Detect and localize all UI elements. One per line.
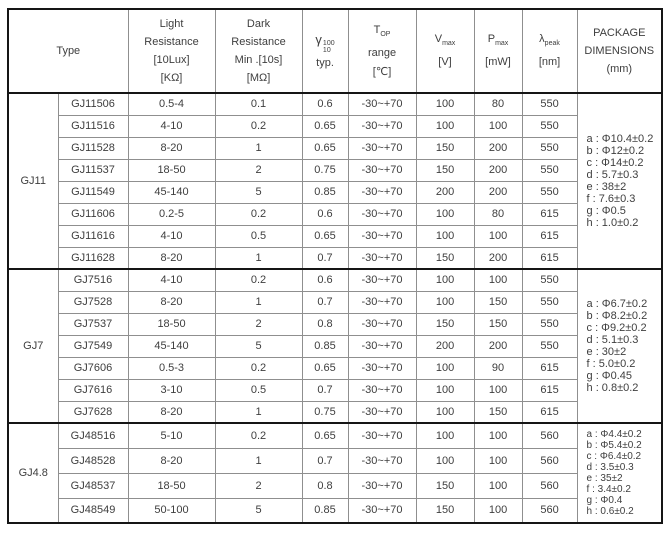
- cell-lambda: 615: [522, 225, 577, 247]
- cell-pmax: 150: [474, 291, 522, 313]
- cell-pmax: 200: [474, 247, 522, 269]
- cell-temp-range: -30~+70: [348, 181, 416, 203]
- table-row: [8, 357, 662, 379]
- package-dim-line: a : Φ6.7±0.2: [586, 298, 648, 310]
- cell-light-resistance: 8-20: [128, 247, 215, 269]
- package-dim-line: f : 5.0±0.2: [586, 358, 636, 370]
- cell-lambda: 550: [522, 137, 577, 159]
- table-row: [8, 313, 662, 335]
- cell-gamma: 0.75: [302, 159, 348, 181]
- cell-gamma: 0.85: [302, 498, 348, 523]
- cell-light-resistance: 50-100: [128, 498, 215, 523]
- cell-gamma: 0.75: [302, 401, 348, 423]
- cell-light-resistance: 0.5-4: [128, 93, 215, 115]
- table-row: [8, 379, 662, 401]
- cell-vmax: 100: [416, 269, 474, 291]
- header-vmax: $V_{max}$ [V]: [416, 9, 474, 93]
- cell-pmax: 200: [474, 137, 522, 159]
- cell-model: GJ48549: [58, 498, 128, 523]
- cell-dark-resistance: 2: [215, 473, 302, 498]
- cell-temp-range: -30~+70: [348, 93, 416, 115]
- type-group-cell-gj48: GJ4.8: [8, 423, 58, 523]
- package-dimensions-cell-gj11: [577, 93, 662, 269]
- cell-vmax: 100: [416, 357, 474, 379]
- cell-dark-resistance: 0.2: [215, 203, 302, 225]
- cell-vmax: 150: [416, 159, 474, 181]
- spec-table: [7, 8, 663, 524]
- cell-lambda: 560: [522, 448, 577, 473]
- package-dim-line: b : Φ8.2±0.2: [586, 310, 648, 322]
- cell-lambda: 615: [522, 401, 577, 423]
- package-dim-line: c : Φ9.2±0.2: [586, 322, 647, 334]
- cell-pmax: 100: [474, 379, 522, 401]
- cell-vmax: 100: [416, 401, 474, 423]
- cell-temp-range: -30~+70: [348, 448, 416, 473]
- cell-temp-range: -30~+70: [348, 137, 416, 159]
- package-dim-line: d : 5.1±0.3: [586, 334, 639, 346]
- package-dim-line: h : 0.6±0.2: [586, 506, 634, 517]
- package-dim-line: f : 7.6±0.3: [586, 193, 636, 205]
- cell-lambda: 550: [522, 159, 577, 181]
- package-dim-line: b : Φ12±0.2: [586, 145, 645, 157]
- cell-light-resistance: 18-50: [128, 313, 215, 335]
- cell-pmax: 100: [474, 225, 522, 247]
- cell-model: GJ7606: [58, 357, 128, 379]
- package-dim-line: h : 0.8±0.2: [586, 382, 639, 394]
- cell-vmax: 150: [416, 498, 474, 523]
- table-header: [8, 9, 662, 93]
- cell-temp-range: -30~+70: [348, 159, 416, 181]
- package-dim-line: b : Φ5.4±0.2: [586, 440, 642, 451]
- cell-dark-resistance: 1: [215, 247, 302, 269]
- cell-gamma: 0.8: [302, 313, 348, 335]
- cell-light-resistance: 4-10: [128, 269, 215, 291]
- cell-light-resistance: 45-140: [128, 181, 215, 203]
- package-dim-line: c : Φ6.4±0.2: [586, 451, 642, 462]
- cell-gamma: 0.65: [302, 115, 348, 137]
- cell-light-resistance: 3-10: [128, 379, 215, 401]
- cell-temp-range: -30~+70: [348, 401, 416, 423]
- cell-dark-resistance: 1: [215, 291, 302, 313]
- cell-model: GJ11628: [58, 247, 128, 269]
- cell-lambda: 615: [522, 247, 577, 269]
- package-dim-line: d : 5.7±0.3: [586, 169, 639, 181]
- cell-temp-range: -30~+70: [348, 115, 416, 137]
- package-dim-line: e : 30±2: [586, 346, 627, 358]
- table-row: [8, 448, 662, 473]
- cell-dark-resistance: 0.2: [215, 115, 302, 137]
- cell-pmax: 80: [474, 203, 522, 225]
- cell-vmax: 150: [416, 247, 474, 269]
- cell-pmax: 80: [474, 93, 522, 115]
- table-row: [8, 137, 662, 159]
- cell-pmax: 100: [474, 473, 522, 498]
- package-dim-line: e : 35±2: [586, 473, 623, 484]
- cell-pmax: 150: [474, 313, 522, 335]
- cell-pmax: 100: [474, 498, 522, 523]
- cell-model: GJ7528: [58, 291, 128, 313]
- package-dim-line: c : Φ14±0.2: [586, 157, 644, 169]
- table-row: [8, 423, 662, 448]
- header-lambda-peak: $\lambda_{peak}$ [nm]: [522, 9, 577, 93]
- cell-lambda: 560: [522, 498, 577, 523]
- cell-vmax: 150: [416, 473, 474, 498]
- cell-dark-resistance: 0.2: [215, 423, 302, 448]
- package-dim-line: g : Φ0.4: [586, 495, 623, 506]
- cell-temp-range: -30~+70: [348, 357, 416, 379]
- cell-model: GJ11537: [58, 159, 128, 181]
- package-dim-line: e : 38±2: [586, 181, 627, 193]
- cell-temp-range: -30~+70: [348, 247, 416, 269]
- cell-dark-resistance: 5: [215, 181, 302, 203]
- cell-model: GJ7516: [58, 269, 128, 291]
- cell-vmax: 150: [416, 313, 474, 335]
- cell-pmax: 90: [474, 357, 522, 379]
- cell-lambda: 550: [522, 93, 577, 115]
- cell-temp-range: -30~+70: [348, 291, 416, 313]
- table-row: [8, 473, 662, 498]
- cell-dark-resistance: 2: [215, 159, 302, 181]
- cell-pmax: 200: [474, 335, 522, 357]
- package-dim-line: a : Φ10.4±0.2: [586, 133, 654, 145]
- cell-temp-range: -30~+70: [348, 498, 416, 523]
- cell-light-resistance: 0.2-5: [128, 203, 215, 225]
- cell-model: GJ11616: [58, 225, 128, 247]
- cell-model: GJ11606: [58, 203, 128, 225]
- cell-model: GJ11516: [58, 115, 128, 137]
- cell-model: GJ48528: [58, 448, 128, 473]
- cell-lambda: 615: [522, 357, 577, 379]
- cell-dark-resistance: 0.1: [215, 93, 302, 115]
- cell-light-resistance: 4-10: [128, 115, 215, 137]
- cell-gamma: 0.85: [302, 181, 348, 203]
- cell-light-resistance: 18-50: [128, 473, 215, 498]
- cell-temp-range: -30~+70: [348, 203, 416, 225]
- table-row: [8, 269, 662, 291]
- cell-light-resistance: 8-20: [128, 401, 215, 423]
- cell-lambda: 550: [522, 269, 577, 291]
- cell-gamma: 0.7: [302, 448, 348, 473]
- table-row: [8, 247, 662, 269]
- package-dimensions-cell-gj7: [577, 269, 662, 423]
- cell-pmax: 100: [474, 448, 522, 473]
- cell-dark-resistance: 0.2: [215, 357, 302, 379]
- table-row: [8, 93, 662, 115]
- cell-temp-range: -30~+70: [348, 269, 416, 291]
- cell-temp-range: -30~+70: [348, 473, 416, 498]
- cell-dark-resistance: 2: [215, 313, 302, 335]
- header-dark-resistance: Dark Resistance Min .[10s] [MΩ]: [215, 9, 302, 93]
- header-row: [8, 9, 662, 93]
- table-row: [8, 401, 662, 423]
- cell-lambda: 615: [522, 203, 577, 225]
- cell-temp-range: -30~+70: [348, 423, 416, 448]
- cell-dark-resistance: 0.2: [215, 269, 302, 291]
- header-temp-range: $T_{OP}$ range [℃]: [348, 9, 416, 93]
- cell-lambda: 615: [522, 379, 577, 401]
- package-dim-line: g : Φ0.45: [586, 370, 632, 382]
- cell-vmax: 100: [416, 203, 474, 225]
- cell-light-resistance: 5-10: [128, 423, 215, 448]
- cell-vmax: 100: [416, 225, 474, 247]
- cell-model: GJ11549: [58, 181, 128, 203]
- cell-pmax: 100: [474, 269, 522, 291]
- cell-model: GJ7537: [58, 313, 128, 335]
- cell-gamma: 0.6: [302, 93, 348, 115]
- cell-model: GJ48537: [58, 473, 128, 498]
- cell-temp-range: -30~+70: [348, 379, 416, 401]
- cell-light-resistance: 4-10: [128, 225, 215, 247]
- cell-lambda: 560: [522, 423, 577, 448]
- type-group-cell-gj11: GJ11: [8, 93, 58, 269]
- cell-vmax: 100: [416, 379, 474, 401]
- cell-lambda: 550: [522, 313, 577, 335]
- cell-vmax: 100: [416, 291, 474, 313]
- header-type: [8, 9, 128, 93]
- cell-lambda: 550: [522, 335, 577, 357]
- table-row: [8, 115, 662, 137]
- package-dim-line: a : Φ4.4±0.2: [586, 429, 642, 440]
- cell-vmax: 200: [416, 335, 474, 357]
- table-row: [8, 181, 662, 203]
- header-pmax: $P_{max}$ [mW]: [474, 9, 522, 93]
- cell-pmax: 150: [474, 401, 522, 423]
- cell-temp-range: -30~+70: [348, 335, 416, 357]
- table-row: [8, 335, 662, 357]
- cell-lambda: 550: [522, 181, 577, 203]
- type-group-cell-gj7: GJ7: [8, 269, 58, 423]
- cell-vmax: 150: [416, 137, 474, 159]
- cell-temp-range: -30~+70: [348, 225, 416, 247]
- cell-dark-resistance: 0.5: [215, 379, 302, 401]
- cell-gamma: 0.65: [302, 137, 348, 159]
- table-row: [8, 498, 662, 523]
- cell-gamma: 0.8: [302, 473, 348, 498]
- cell-model: GJ48516: [58, 423, 128, 448]
- header-type-label: Type: [56, 45, 81, 57]
- package-dim-line: d : 3.5±0.3: [586, 462, 634, 473]
- cell-gamma: 0.65: [302, 225, 348, 247]
- package-dim-line: f : 3.4±0.2: [586, 484, 631, 495]
- cell-gamma: 0.7: [302, 379, 348, 401]
- cell-pmax: 200: [474, 159, 522, 181]
- cell-model: GJ7549: [58, 335, 128, 357]
- cell-pmax: 100: [474, 423, 522, 448]
- package-dim-line: g : Φ0.5: [586, 205, 626, 217]
- cell-vmax: 100: [416, 93, 474, 115]
- package-dimensions-cell-gj48: [577, 423, 662, 523]
- cell-dark-resistance: 1: [215, 401, 302, 423]
- cell-vmax: 100: [416, 448, 474, 473]
- cell-dark-resistance: 1: [215, 137, 302, 159]
- cell-gamma: 0.6: [302, 203, 348, 225]
- cell-vmax: 100: [416, 423, 474, 448]
- cell-light-resistance: 45-140: [128, 335, 215, 357]
- cell-vmax: 100: [416, 115, 474, 137]
- cell-gamma: 0.6: [302, 269, 348, 291]
- cell-lambda: 560: [522, 473, 577, 498]
- cell-light-resistance: 18-50: [128, 159, 215, 181]
- cell-model: GJ11528: [58, 137, 128, 159]
- cell-gamma: 0.85: [302, 335, 348, 357]
- table-row: [8, 159, 662, 181]
- cell-gamma: 0.65: [302, 423, 348, 448]
- package-dim-line: h : 1.0±0.2: [586, 217, 639, 229]
- cell-pmax: 200: [474, 181, 522, 203]
- cell-pmax: 100: [474, 115, 522, 137]
- cell-gamma: 0.7: [302, 291, 348, 313]
- table-row: [8, 225, 662, 247]
- cell-dark-resistance: 5: [215, 498, 302, 523]
- cell-temp-range: -30~+70: [348, 313, 416, 335]
- cell-gamma: 0.7: [302, 247, 348, 269]
- cell-lambda: 550: [522, 115, 577, 137]
- table-row: [8, 203, 662, 225]
- header-gamma: γ 100 10 typ.: [302, 9, 348, 93]
- table-row: [8, 291, 662, 313]
- header-light-resistance: Light Resistance [10Lux] [KΩ]: [128, 9, 215, 93]
- cell-model: GJ7628: [58, 401, 128, 423]
- cell-light-resistance: 8-20: [128, 448, 215, 473]
- cell-dark-resistance: 0.5: [215, 225, 302, 247]
- cell-dark-resistance: 1: [215, 448, 302, 473]
- cell-gamma: 0.65: [302, 357, 348, 379]
- cell-model: GJ11506: [58, 93, 128, 115]
- cell-light-resistance: 8-20: [128, 137, 215, 159]
- cell-lambda: 550: [522, 291, 577, 313]
- cell-light-resistance: 8-20: [128, 291, 215, 313]
- header-package-dimensions: PACKAGE DIMENSIONS (mm): [577, 9, 662, 93]
- cell-vmax: 200: [416, 181, 474, 203]
- cell-light-resistance: 0.5-3: [128, 357, 215, 379]
- cell-dark-resistance: 5: [215, 335, 302, 357]
- cell-model: GJ7616: [58, 379, 128, 401]
